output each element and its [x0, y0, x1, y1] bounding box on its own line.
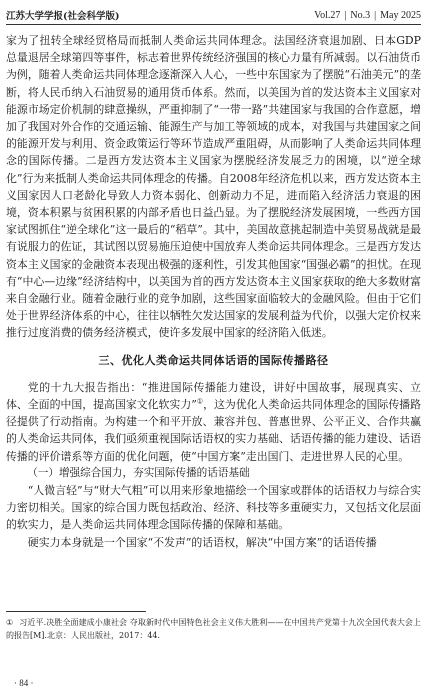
- issue-info: [314, 10, 421, 21]
- footnote: [6, 616, 421, 642]
- footnote-divider: [6, 611, 146, 612]
- footnote-reference[interactable]: ①: [196, 397, 204, 406]
- body-paragraph: 家为了扭转全球经贸格局而抵制人类命运共同体理念。法国经济衰退加剧、日本GDP总量退居全球第四等事件，标志着世界传统经济强国的核心力量有所减弱。以石油货币为例，随着人类命运共同体理念逐渐深入人心，一些中东国家为了摆脱“石油美元”的垄断，将人民币纳入石油贸易的通用货币体系。然而，以美国为首的发达资本主义国家对能源市场定价机制的肆意操纵，严重抑制了“一带一路”共建国家与我国的合作意愿，增加了我国对外合作的交通运输、能源生产与加工等领域的成本，对我国与共建国家之间的能源开发与利用、资金政策运行等环节造成严重阻碍，从而影响了人类命运共同体理念的国际传播。二是西方发达资本主义国家为摆脱经济发展乏力的困境，以“逆全球化”行为来抵制人类命运共同体理念的传播。自2008年经济危机以来，西方发达资本主义国家因人口老龄化导致人力资本弱化、创新动力不足，进而陷入经济活力衰退的困境，资本积累与贫困积累的内部矛盾也日益凸显。为了摆脱经济发展困境，一些西方国家试图抓住“逆全球化”这一最后的“稻草”。其中，美国故意挑起制造中美贸易战就是最有说服力的佐证，其试图以贸易施压迫使中国放弃人类命运共同体理念。三是西方发达资本主义国家的金融资本表现出极强的逐利性，引发其他国家“国强必霸”的担忧。在现有“中心—边缘”经济结构中，以美国为首的西方发达资本主义国家获取的绝大多数财富来自金融行业。随着金融行业的竞争加剧，这些国家面临较大的金融风险。但由于它们处于世界经济体系的中心，往往以牺牲欠发达国家的发展利益为代价，以强大定价权来推行过度消费的债务经济模式，使许多发展中国家的经济陷入低迷。: [6, 34, 421, 340]
- body-paragraph: [6, 379, 421, 465]
- separator: |: [374, 9, 377, 21]
- separator: |: [344, 9, 347, 21]
- running-header: [6, 6, 421, 25]
- journal-title: 江苏大学学报(社会科学版): [6, 11, 120, 22]
- footnote-marker: ①: [6, 618, 14, 627]
- body-paragraph: 硬实力本身就是一个国家“不发声”的话语权，解决“中国方案”的话语传播: [27, 535, 377, 549]
- footnote-text: 习近平.决胜全面建成小康社会 夺取新时代中国特色社会主义伟大胜利——在中国共产党第十九次全国代表大会上的报告[M].北京：人民出版社，2017：44.: [6, 618, 422, 640]
- body-paragraph: “人微言轻”与“财大气粗”可以用来形象地描绘一个国家或群体的话语权力与综合实力密切相关。国家的综合国力既包括政治、经济、科技等多重硬实力，又包括文化层面的软实力，是人类命运共同体理念国际传播的保障和基础。: [6, 484, 421, 532]
- article-body: [6, 32, 421, 551]
- volume: Vol.27: [314, 9, 341, 21]
- date: May 2025: [380, 9, 421, 21]
- page-number: · 84 ·: [14, 678, 34, 688]
- subsection-heading: （一）增强综合国力，夯实国际传播的话语基础: [27, 466, 250, 479]
- number: No.3: [350, 9, 371, 21]
- paragraph-text: ，这为优化人类命运共同体理念的国际传播路径提供了行动指南。为构建一个和平开放、兼容并包、普惠世界、公平正义、合作共赢的人类命运共同体，我们亟须重视国际话语权的实力基础、话语传播的能力建设、话语传播的评价谱系等方面的优化问题，使“中国方案”走出国门、走进世界人民的心里。: [6, 398, 421, 463]
- paragraph-text: 党的十九大报告指出：“推进国际传播能力建设，讲好中国故事，展现真实、立体、全面的中国，提高国家文化软实力”: [6, 380, 421, 412]
- section-heading: 三、优化人类命运共同体话语的国际传播路径: [98, 353, 329, 367]
